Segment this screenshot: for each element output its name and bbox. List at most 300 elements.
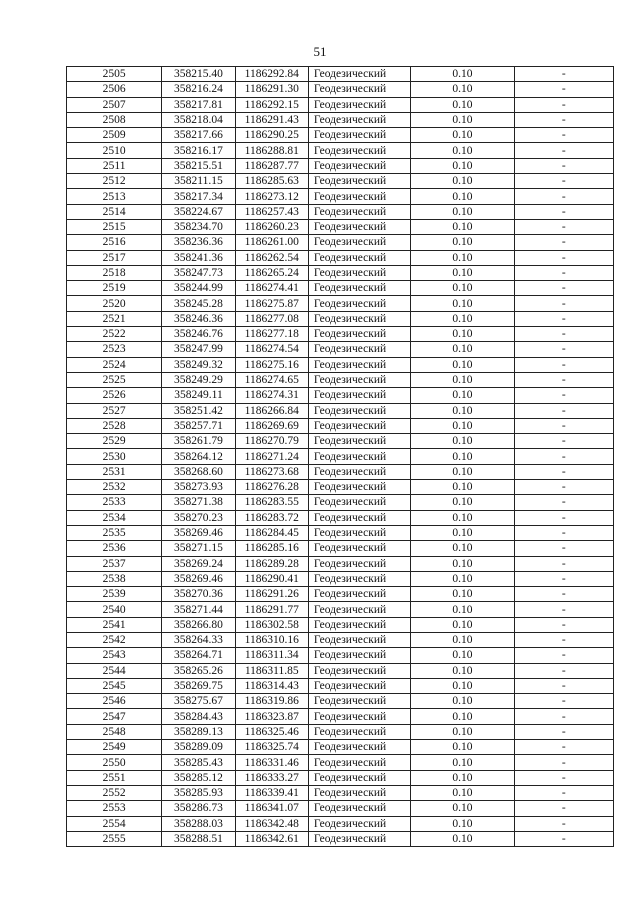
method-cell: Геодезический xyxy=(308,525,410,540)
note-cell: - xyxy=(514,204,613,219)
y-coordinate-cell: 1186291.26 xyxy=(235,587,308,602)
note-cell: - xyxy=(514,617,613,632)
y-coordinate-cell: 1186288.81 xyxy=(235,143,308,158)
note-cell: - xyxy=(514,265,613,280)
method-cell: Геодезический xyxy=(308,265,410,280)
note-cell: - xyxy=(514,602,613,617)
point-number-cell: 2512 xyxy=(67,174,162,189)
note-cell: - xyxy=(514,189,613,204)
note-cell: - xyxy=(514,587,613,602)
y-coordinate-cell: 1186265.24 xyxy=(235,265,308,280)
accuracy-cell: 0.10 xyxy=(411,434,514,449)
table-row xyxy=(67,632,614,647)
method-cell: Геодезический xyxy=(308,128,410,143)
note-cell: - xyxy=(514,449,613,464)
accuracy-cell: 0.10 xyxy=(411,388,514,403)
table-row xyxy=(67,480,614,495)
note-cell: - xyxy=(514,678,613,693)
method-cell: Геодезический xyxy=(308,510,410,525)
note-cell: - xyxy=(514,755,613,770)
table-row xyxy=(67,648,614,663)
table-row xyxy=(67,525,614,540)
table-row xyxy=(67,510,614,525)
table-row xyxy=(67,204,614,219)
point-number-cell: 2510 xyxy=(67,143,162,158)
y-coordinate-cell: 1186325.46 xyxy=(235,724,308,739)
method-cell: Геодезический xyxy=(308,480,410,495)
point-number-cell: 2528 xyxy=(67,418,162,433)
y-coordinate-cell: 1186339.41 xyxy=(235,785,308,800)
point-number-cell: 2505 xyxy=(67,67,162,82)
x-coordinate-cell: 358288.51 xyxy=(162,831,235,846)
note-cell: - xyxy=(514,709,613,724)
accuracy-cell: 0.10 xyxy=(411,296,514,311)
table-row xyxy=(67,296,614,311)
table-row xyxy=(67,311,614,326)
method-cell: Геодезический xyxy=(308,388,410,403)
method-cell: Геодезический xyxy=(308,67,410,82)
table-body xyxy=(67,67,614,847)
point-number-cell: 2509 xyxy=(67,128,162,143)
point-number-cell: 2531 xyxy=(67,464,162,479)
accuracy-cell: 0.10 xyxy=(411,602,514,617)
table-row xyxy=(67,449,614,464)
table-row xyxy=(67,801,614,816)
table-row xyxy=(67,617,614,632)
point-number-cell: 2538 xyxy=(67,571,162,586)
y-coordinate-cell: 1186284.45 xyxy=(235,525,308,540)
x-coordinate-cell: 358218.04 xyxy=(162,112,235,127)
method-cell: Геодезический xyxy=(308,724,410,739)
accuracy-cell: 0.10 xyxy=(411,189,514,204)
accuracy-cell: 0.10 xyxy=(411,143,514,158)
note-cell: - xyxy=(514,632,613,647)
accuracy-cell: 0.10 xyxy=(411,663,514,678)
x-coordinate-cell: 358269.75 xyxy=(162,678,235,693)
y-coordinate-cell: 1186292.15 xyxy=(235,97,308,112)
table-row xyxy=(67,556,614,571)
table-row xyxy=(67,770,614,785)
method-cell: Геодезический xyxy=(308,311,410,326)
table-row xyxy=(67,418,614,433)
y-coordinate-cell: 1186273.12 xyxy=(235,189,308,204)
note-cell: - xyxy=(514,831,613,846)
y-coordinate-cell: 1186283.55 xyxy=(235,495,308,510)
note-cell: - xyxy=(514,67,613,82)
y-coordinate-cell: 1186285.16 xyxy=(235,541,308,556)
accuracy-cell: 0.10 xyxy=(411,250,514,265)
method-cell: Геодезический xyxy=(308,403,410,418)
note-cell: - xyxy=(514,816,613,831)
accuracy-cell: 0.10 xyxy=(411,709,514,724)
accuracy-cell: 0.10 xyxy=(411,556,514,571)
method-cell: Геодезический xyxy=(308,112,410,127)
method-cell: Геодезический xyxy=(308,327,410,342)
table-row xyxy=(67,403,614,418)
x-coordinate-cell: 358266.80 xyxy=(162,617,235,632)
y-coordinate-cell: 1186270.79 xyxy=(235,434,308,449)
accuracy-cell: 0.10 xyxy=(411,770,514,785)
note-cell: - xyxy=(514,663,613,678)
table-row xyxy=(67,174,614,189)
y-coordinate-cell: 1186291.77 xyxy=(235,602,308,617)
x-coordinate-cell: 358271.38 xyxy=(162,495,235,510)
accuracy-cell: 0.10 xyxy=(411,112,514,127)
point-number-cell: 2525 xyxy=(67,372,162,387)
method-cell: Геодезический xyxy=(308,678,410,693)
y-coordinate-cell: 1186276.28 xyxy=(235,480,308,495)
y-coordinate-cell: 1186275.16 xyxy=(235,357,308,372)
point-number-cell: 2530 xyxy=(67,449,162,464)
method-cell: Геодезический xyxy=(308,434,410,449)
table-row xyxy=(67,112,614,127)
point-number-cell: 2511 xyxy=(67,158,162,173)
table-row xyxy=(67,189,614,204)
x-coordinate-cell: 358216.17 xyxy=(162,143,235,158)
x-coordinate-cell: 358285.93 xyxy=(162,785,235,800)
method-cell: Геодезический xyxy=(308,663,410,678)
x-coordinate-cell: 358289.13 xyxy=(162,724,235,739)
x-coordinate-cell: 358249.11 xyxy=(162,388,235,403)
point-number-cell: 2548 xyxy=(67,724,162,739)
accuracy-cell: 0.10 xyxy=(411,403,514,418)
x-coordinate-cell: 358269.46 xyxy=(162,525,235,540)
note-cell: - xyxy=(514,372,613,387)
method-cell: Геодезический xyxy=(308,158,410,173)
x-coordinate-cell: 358271.15 xyxy=(162,541,235,556)
x-coordinate-cell: 358289.09 xyxy=(162,740,235,755)
y-coordinate-cell: 1186275.87 xyxy=(235,296,308,311)
point-number-cell: 2514 xyxy=(67,204,162,219)
y-coordinate-cell: 1186291.43 xyxy=(235,112,308,127)
x-coordinate-cell: 358285.43 xyxy=(162,755,235,770)
table-row xyxy=(67,357,614,372)
table-row xyxy=(67,740,614,755)
method-cell: Геодезический xyxy=(308,740,410,755)
table-row xyxy=(67,82,614,97)
x-coordinate-cell: 358286.73 xyxy=(162,801,235,816)
y-coordinate-cell: 1186314.43 xyxy=(235,678,308,693)
table-row xyxy=(67,816,614,831)
accuracy-cell: 0.10 xyxy=(411,785,514,800)
note-cell: - xyxy=(514,174,613,189)
x-coordinate-cell: 358246.76 xyxy=(162,327,235,342)
method-cell: Геодезический xyxy=(308,755,410,770)
accuracy-cell: 0.10 xyxy=(411,82,514,97)
note-cell: - xyxy=(514,311,613,326)
x-coordinate-cell: 358251.42 xyxy=(162,403,235,418)
y-coordinate-cell: 1186292.84 xyxy=(235,67,308,82)
table-row xyxy=(67,388,614,403)
method-cell: Геодезический xyxy=(308,709,410,724)
x-coordinate-cell: 358264.33 xyxy=(162,632,235,647)
x-coordinate-cell: 358285.12 xyxy=(162,770,235,785)
note-cell: - xyxy=(514,82,613,97)
y-coordinate-cell: 1186331.46 xyxy=(235,755,308,770)
note-cell: - xyxy=(514,143,613,158)
method-cell: Геодезический xyxy=(308,541,410,556)
method-cell: Геодезический xyxy=(308,602,410,617)
accuracy-cell: 0.10 xyxy=(411,357,514,372)
point-number-cell: 2537 xyxy=(67,556,162,571)
y-coordinate-cell: 1186260.23 xyxy=(235,219,308,234)
y-coordinate-cell: 1186269.69 xyxy=(235,418,308,433)
accuracy-cell: 0.10 xyxy=(411,831,514,846)
accuracy-cell: 0.10 xyxy=(411,158,514,173)
method-cell: Геодезический xyxy=(308,571,410,586)
table-row xyxy=(67,342,614,357)
note-cell: - xyxy=(514,525,613,540)
table-row xyxy=(67,327,614,342)
note-cell: - xyxy=(514,648,613,663)
point-number-cell: 2520 xyxy=(67,296,162,311)
x-coordinate-cell: 358215.40 xyxy=(162,67,235,82)
accuracy-cell: 0.10 xyxy=(411,67,514,82)
note-cell: - xyxy=(514,357,613,372)
point-number-cell: 2553 xyxy=(67,801,162,816)
y-coordinate-cell: 1186277.08 xyxy=(235,311,308,326)
y-coordinate-cell: 1186325.74 xyxy=(235,740,308,755)
point-number-cell: 2532 xyxy=(67,480,162,495)
x-coordinate-cell: 358265.26 xyxy=(162,663,235,678)
note-cell: - xyxy=(514,235,613,250)
page-number: 51 xyxy=(313,44,327,59)
note-cell: - xyxy=(514,112,613,127)
method-cell: Геодезический xyxy=(308,587,410,602)
x-coordinate-cell: 358211.15 xyxy=(162,174,235,189)
note-cell: - xyxy=(514,434,613,449)
method-cell: Геодезический xyxy=(308,372,410,387)
note-cell: - xyxy=(514,342,613,357)
accuracy-cell: 0.10 xyxy=(411,587,514,602)
accuracy-cell: 0.10 xyxy=(411,801,514,816)
table-row xyxy=(67,602,614,617)
point-number-cell: 2534 xyxy=(67,510,162,525)
y-coordinate-cell: 1186289.28 xyxy=(235,556,308,571)
y-coordinate-cell: 1186261.00 xyxy=(235,235,308,250)
x-coordinate-cell: 358270.36 xyxy=(162,587,235,602)
y-coordinate-cell: 1186274.54 xyxy=(235,342,308,357)
table-row xyxy=(67,831,614,846)
table-row xyxy=(67,495,614,510)
x-coordinate-cell: 358270.23 xyxy=(162,510,235,525)
note-cell: - xyxy=(514,510,613,525)
method-cell: Геодезический xyxy=(308,204,410,219)
point-number-cell: 2524 xyxy=(67,357,162,372)
x-coordinate-cell: 358257.71 xyxy=(162,418,235,433)
x-coordinate-cell: 358241.36 xyxy=(162,250,235,265)
table-row xyxy=(67,97,614,112)
method-cell: Геодезический xyxy=(308,770,410,785)
table-row xyxy=(67,235,614,250)
point-number-cell: 2545 xyxy=(67,678,162,693)
note-cell: - xyxy=(514,327,613,342)
accuracy-cell: 0.10 xyxy=(411,571,514,586)
table-row xyxy=(67,372,614,387)
note-cell: - xyxy=(514,770,613,785)
note-cell: - xyxy=(514,740,613,755)
y-coordinate-cell: 1186274.41 xyxy=(235,281,308,296)
note-cell: - xyxy=(514,128,613,143)
point-number-cell: 2527 xyxy=(67,403,162,418)
accuracy-cell: 0.10 xyxy=(411,495,514,510)
method-cell: Геодезический xyxy=(308,235,410,250)
table-row xyxy=(67,587,614,602)
point-number-cell: 2515 xyxy=(67,219,162,234)
x-coordinate-cell: 358217.81 xyxy=(162,97,235,112)
y-coordinate-cell: 1186311.34 xyxy=(235,648,308,663)
table-row xyxy=(67,128,614,143)
note-cell: - xyxy=(514,158,613,173)
table-row xyxy=(67,571,614,586)
note-cell: - xyxy=(514,480,613,495)
table-row xyxy=(67,219,614,234)
point-number-cell: 2526 xyxy=(67,388,162,403)
point-number-cell: 2542 xyxy=(67,632,162,647)
note-cell: - xyxy=(514,556,613,571)
x-coordinate-cell: 358249.32 xyxy=(162,357,235,372)
note-cell: - xyxy=(514,801,613,816)
method-cell: Геодезический xyxy=(308,174,410,189)
accuracy-cell: 0.10 xyxy=(411,281,514,296)
accuracy-cell: 0.10 xyxy=(411,510,514,525)
y-coordinate-cell: 1186271.24 xyxy=(235,449,308,464)
point-number-cell: 2533 xyxy=(67,495,162,510)
x-coordinate-cell: 358273.93 xyxy=(162,480,235,495)
note-cell: - xyxy=(514,250,613,265)
accuracy-cell: 0.10 xyxy=(411,464,514,479)
accuracy-cell: 0.10 xyxy=(411,816,514,831)
accuracy-cell: 0.10 xyxy=(411,204,514,219)
accuracy-cell: 0.10 xyxy=(411,265,514,280)
method-cell: Геодезический xyxy=(308,617,410,632)
point-number-cell: 2523 xyxy=(67,342,162,357)
method-cell: Геодезический xyxy=(308,801,410,816)
x-coordinate-cell: 358269.46 xyxy=(162,571,235,586)
y-coordinate-cell: 1186290.25 xyxy=(235,128,308,143)
method-cell: Геодезический xyxy=(308,281,410,296)
method-cell: Геодезический xyxy=(308,556,410,571)
point-number-cell: 2518 xyxy=(67,265,162,280)
accuracy-cell: 0.10 xyxy=(411,97,514,112)
method-cell: Геодезический xyxy=(308,250,410,265)
method-cell: Геодезический xyxy=(308,189,410,204)
y-coordinate-cell: 1186319.86 xyxy=(235,694,308,709)
point-number-cell: 2539 xyxy=(67,587,162,602)
accuracy-cell: 0.10 xyxy=(411,694,514,709)
y-coordinate-cell: 1186266.84 xyxy=(235,403,308,418)
method-cell: Геодезический xyxy=(308,143,410,158)
accuracy-cell: 0.10 xyxy=(411,342,514,357)
point-number-cell: 2550 xyxy=(67,755,162,770)
accuracy-cell: 0.10 xyxy=(411,235,514,250)
point-number-cell: 2549 xyxy=(67,740,162,755)
y-coordinate-cell: 1186285.63 xyxy=(235,174,308,189)
y-coordinate-cell: 1186342.48 xyxy=(235,816,308,831)
accuracy-cell: 0.10 xyxy=(411,648,514,663)
point-number-cell: 2544 xyxy=(67,663,162,678)
method-cell: Геодезический xyxy=(308,495,410,510)
x-coordinate-cell: 358245.28 xyxy=(162,296,235,311)
method-cell: Геодезический xyxy=(308,418,410,433)
accuracy-cell: 0.10 xyxy=(411,541,514,556)
table-row xyxy=(67,464,614,479)
accuracy-cell: 0.10 xyxy=(411,678,514,693)
method-cell: Геодезический xyxy=(308,464,410,479)
accuracy-cell: 0.10 xyxy=(411,372,514,387)
point-number-cell: 2552 xyxy=(67,785,162,800)
note-cell: - xyxy=(514,694,613,709)
x-coordinate-cell: 358224.67 xyxy=(162,204,235,219)
note-cell: - xyxy=(514,571,613,586)
x-coordinate-cell: 358271.44 xyxy=(162,602,235,617)
table-row xyxy=(67,724,614,739)
method-cell: Геодезический xyxy=(308,97,410,112)
note-cell: - xyxy=(514,785,613,800)
point-number-cell: 2522 xyxy=(67,327,162,342)
method-cell: Геодезический xyxy=(308,342,410,357)
point-number-cell: 2555 xyxy=(67,831,162,846)
accuracy-cell: 0.10 xyxy=(411,219,514,234)
note-cell: - xyxy=(514,97,613,112)
table-row xyxy=(67,541,614,556)
y-coordinate-cell: 1186277.18 xyxy=(235,327,308,342)
table-row xyxy=(67,67,614,82)
x-coordinate-cell: 358269.24 xyxy=(162,556,235,571)
y-coordinate-cell: 1186287.77 xyxy=(235,158,308,173)
x-coordinate-cell: 358247.99 xyxy=(162,342,235,357)
method-cell: Геодезический xyxy=(308,219,410,234)
point-number-cell: 2516 xyxy=(67,235,162,250)
table-row xyxy=(67,785,614,800)
point-number-cell: 2521 xyxy=(67,311,162,326)
note-cell: - xyxy=(514,296,613,311)
x-coordinate-cell: 358284.43 xyxy=(162,709,235,724)
y-coordinate-cell: 1186342.61 xyxy=(235,831,308,846)
point-number-cell: 2513 xyxy=(67,189,162,204)
table-row xyxy=(67,694,614,709)
y-coordinate-cell: 1186274.31 xyxy=(235,388,308,403)
method-cell: Геодезический xyxy=(308,785,410,800)
x-coordinate-cell: 358288.03 xyxy=(162,816,235,831)
method-cell: Геодезический xyxy=(308,831,410,846)
point-number-cell: 2519 xyxy=(67,281,162,296)
point-number-cell: 2543 xyxy=(67,648,162,663)
x-coordinate-cell: 358234.70 xyxy=(162,219,235,234)
table-row xyxy=(67,265,614,280)
method-cell: Геодезический xyxy=(308,357,410,372)
method-cell: Геодезический xyxy=(308,648,410,663)
x-coordinate-cell: 358244.99 xyxy=(162,281,235,296)
x-coordinate-cell: 358261.79 xyxy=(162,434,235,449)
x-coordinate-cell: 358216.24 xyxy=(162,82,235,97)
table-row xyxy=(67,281,614,296)
note-cell: - xyxy=(514,541,613,556)
accuracy-cell: 0.10 xyxy=(411,311,514,326)
method-cell: Геодезический xyxy=(308,449,410,464)
accuracy-cell: 0.10 xyxy=(411,418,514,433)
accuracy-cell: 0.10 xyxy=(411,327,514,342)
point-number-cell: 2508 xyxy=(67,112,162,127)
y-coordinate-cell: 1186257.43 xyxy=(235,204,308,219)
note-cell: - xyxy=(514,418,613,433)
coordinates-table xyxy=(66,66,614,847)
table-row xyxy=(67,434,614,449)
x-coordinate-cell: 358217.66 xyxy=(162,128,235,143)
method-cell: Геодезический xyxy=(308,632,410,647)
accuracy-cell: 0.10 xyxy=(411,755,514,770)
point-number-cell: 2535 xyxy=(67,525,162,540)
